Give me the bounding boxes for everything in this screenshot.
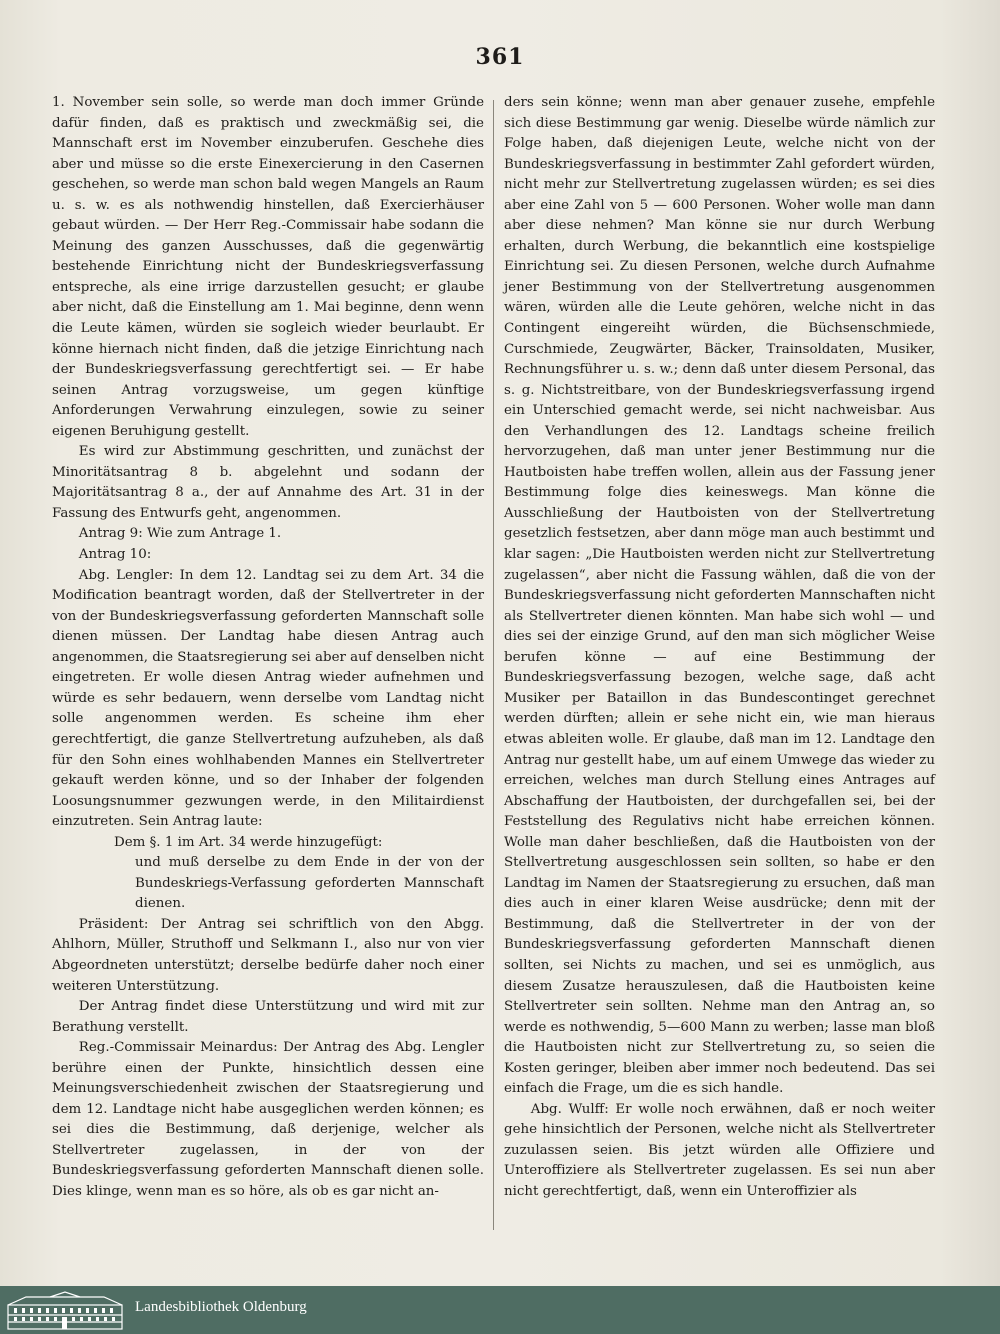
library-name: Landesbibliothek Oldenburg (135, 1299, 307, 1315)
paragraph: Präsident: Der Antrag sei schriftlich von den Abgg. Ahlhorn, Müller, Struthoff und Selkmann I., also nur von vier Abgeordneten unterstützt; derselbe bedürfe daher noch einer weiteren Unterstützung. (52, 916, 484, 994)
library-building-logo-icon (6, 1291, 124, 1331)
paragraph: Abg. Wulff: Er wolle noch erwähnen, daß er noch weiter gehe hinsichtlich der Personen, welche nicht als Stellvertreter zuzulassen seien. Bis jetzt würden alle Offiziere und Unteroffiziere als Stellvertreter zugelassen. Es sei nun aber nicht gerechtfertigt, daß, wenn ein Unteroffizier als (504, 1101, 935, 1199)
paragraph: 1. November sein solle, so werde man doch immer Gründe dafür finden, daß es praktisch und zweckmäßig sei, die Mannschaft erst im November einzuberufen. Geschehe dies aber und müsse so die erste Einexercierung in den Casernen geschehen, so werde man schon bald wegen Mangels an Raum u. s. w. es als nothwendig hinstellen, daß Exercierhäuser gebaut würden. — Der Herr Reg.-Commissair habe sodann die Meinung des ganzen Ausschusses, daß die gegenwärtig bestehende Einrichtung nicht der Bundeskriegsverfassung entspreche, als eine irrige darzustellen gesucht; er glaube aber nicht, daß die Einstellung am 1. Mai beginne, denn wenn die Leute kämen, würden sie sogleich wieder beurlaubt. Er könne hiernach nicht finden, daß die jetzige Einrichtung nach der Bundeskriegsverfassung gerechtfertigt sei. — Er habe seinen Antrag vorzugsweise, um gegen künftige Anforderungen Verwahrung einzulegen, sowie zu seiner eigenen Beruhigung gestellt. (52, 95, 484, 439)
paragraph: ders sein könne; wenn man aber genauer zusehe, empfehle sich diese Bestimmung gar wenig. Dieselbe würde nämlich zur Folge haben, daß diejenigen Leute, welche nicht von der Bundeskriegsverfassung in bestimmter Zahl gefordert würden, nicht mehr zur Stellvertretung zugelassen würden; es sei dies aber eine Zahl von 5 — 600 Personen. Woher wolle man dann aber diese nehmen? Man könne sie nur durch Werbung erhalten, durch Werbung, die bekanntlich eine kostspielige Einrichtung sei. Zu diesen Personen, welche durch Aufnahme jener Bestimmung von der Stellvertretung ausgenommen wären, würden alle die Leute gehören, welche nicht in das Contingent eingereiht würden, die Büchsenschmiede, Curschmiede, Zeugwärter, Bäcker, Trainsoldaten, Musiker, Rechnungsführer u. s. w.; denn daß unter diesem Personal, das s. g. Nichtstreitbare, von der Bundeskriegsverfassung irgend ein Unterschied gemacht werde, sei nicht nachweisbar. Aus den Verhandlungen des 12. Landtags scheine freilich hervorzugehen, daß man unter jener Bestimmung nur die Hautboisten habe treffen wollen, allein aus der Fassung jener Bestimmung folge dies keineswegs. Man könne die Ausschließung der Hautboisten von der Stellvertretung gesetzlich festsetzen, aber dann möge man auch bestimmt und klar sagen: „Die Hautboisten werden nicht zur Stellvertretung zugelassen“, aber nicht die Fassung wählen, daß die von der Bundeskriegsverfassung nicht geforderten Mannschaften nicht als Stellvertreter dienen könnten. Man habe sich wohl — und dies sei der einzige Grund, auf den man sich möglicher Weise berufen könne — auf eine Bestimmung der Bundeskriegsverfassung bezogen, welche sage, daß acht Musiker per Bataillon in das Bundescontinget gerechnet werden dürften; allein er sehe nicht ein, wie man hieraus etwas ableiten wolle. Er glaube, daß man im 12. Landtage den Antrag nur gestellt habe, um auf einem Umwege das wieder zu erreichen, welches man durch Stellung eines Antrages auf Abschaffung der Hautboisten, der durchgefallen sei, bei der Feststellung des Regulativs nicht habe erreichen können. Wolle man daher beschließen, daß die Hautboisten von der Stellvertretung ausgeschlossen sein sollten, so habe er den Landtag im Namen der Staatsregierung zu ersuchen, daß man dies auch in einer klaren Weise ausdrücke; denn mit der Bestimmung, daß die Stellvertreter in der von der Bundeskriegsverfassung geforderten Mannschaft dienen sollten, sei Nichts zu machen, und sei es unmöglich, aus diesem Zusatze herauszulesen, daß die Hautboisten keine Stellvertreter sein sollten. Nehme man den Antrag an, so werde es nothwendig, 5—600 Mann zu werben; lasse man bloß die Hautboisten nicht zur Stellvertretung zu, so seien die Kosten geringer, bleiben aber immer noch bedeutend. Das sei einfach die Frage, um die es sich handle. (504, 95, 935, 1097)
paragraph: Der Antrag findet diese Unterstützung und wird mit zur Berathung verstellt. (52, 999, 484, 1035)
paragraph: und muß derselbe zu dem Ende in der von der Bundeskriegs-Verfassung geforderten Mannschaft dienen. (135, 855, 484, 912)
paragraph: Antrag 10: (78, 547, 152, 563)
paragraph: Abg. Lengler: In dem 12. Landtag sei zu dem Art. 34 die Modification beantragt worden, daß der Stellvertreter in der von der Bundeskriegsverfassung geforderten Mannschaft solle dienen müssen. Der Landtag habe diesen Antrag auch angenommen, die Staatsregierung sei aber auf denselben nicht eingetreten. Er wolle diesen Antrag wieder aufnehmen und würde es sehr bedauern, wenn derselbe vom Landtag nicht solle angenommen werden. Es scheine ihm eher gerechtfertigt, die ganze Stellvertretung aufzuheben, als daß für den Sohn eines wohlhabenden Mannes ein Stellvertreter gekauft werden könne, und so der Inhaber der folgenden Loosungsnummer gezwungen werde, in den Militairdienst einzutreten. Sein Antrag laute: (52, 567, 484, 830)
paragraph: Antrag 9: Wie zum Antrage 1. (78, 526, 282, 542)
column-divider (493, 100, 494, 1230)
paragraph: Reg.-Commissair Meinardus: Der Antrag des Abg. Lengler berühre einen der Punkte, hinsichtlich dessen eine Meinungsverschiedenheit zwischen der Staatsregierung und dem 12. Landtage nicht habe ausgeglichen werden können; es sei dies die Bestimmung, daß derjenige, welcher als Stellvertreter zugelassen, in der von der Bundeskriegsverfassung geforderten Mannschaft dienen solle. Dies klinge, wenn man es so höre, als ob es gar nicht an- (52, 1040, 484, 1199)
paragraph: Es wird zur Abstimmung geschritten, und zunächst der Minoritätsantrag 8 b. abgelehnt und sodann der Majoritätsantrag 8 a., der auf Annahme des Art. 31 in der Fassung des Entwurfs geht, angenommen. (52, 444, 484, 521)
library-footer (0, 1286, 1000, 1334)
page-number: 361 (475, 44, 525, 70)
paragraph: Dem §. 1 im Art. 34 werde hinzugefügt: (114, 834, 383, 850)
right-column (504, 93, 935, 1203)
left-column (52, 93, 484, 1203)
